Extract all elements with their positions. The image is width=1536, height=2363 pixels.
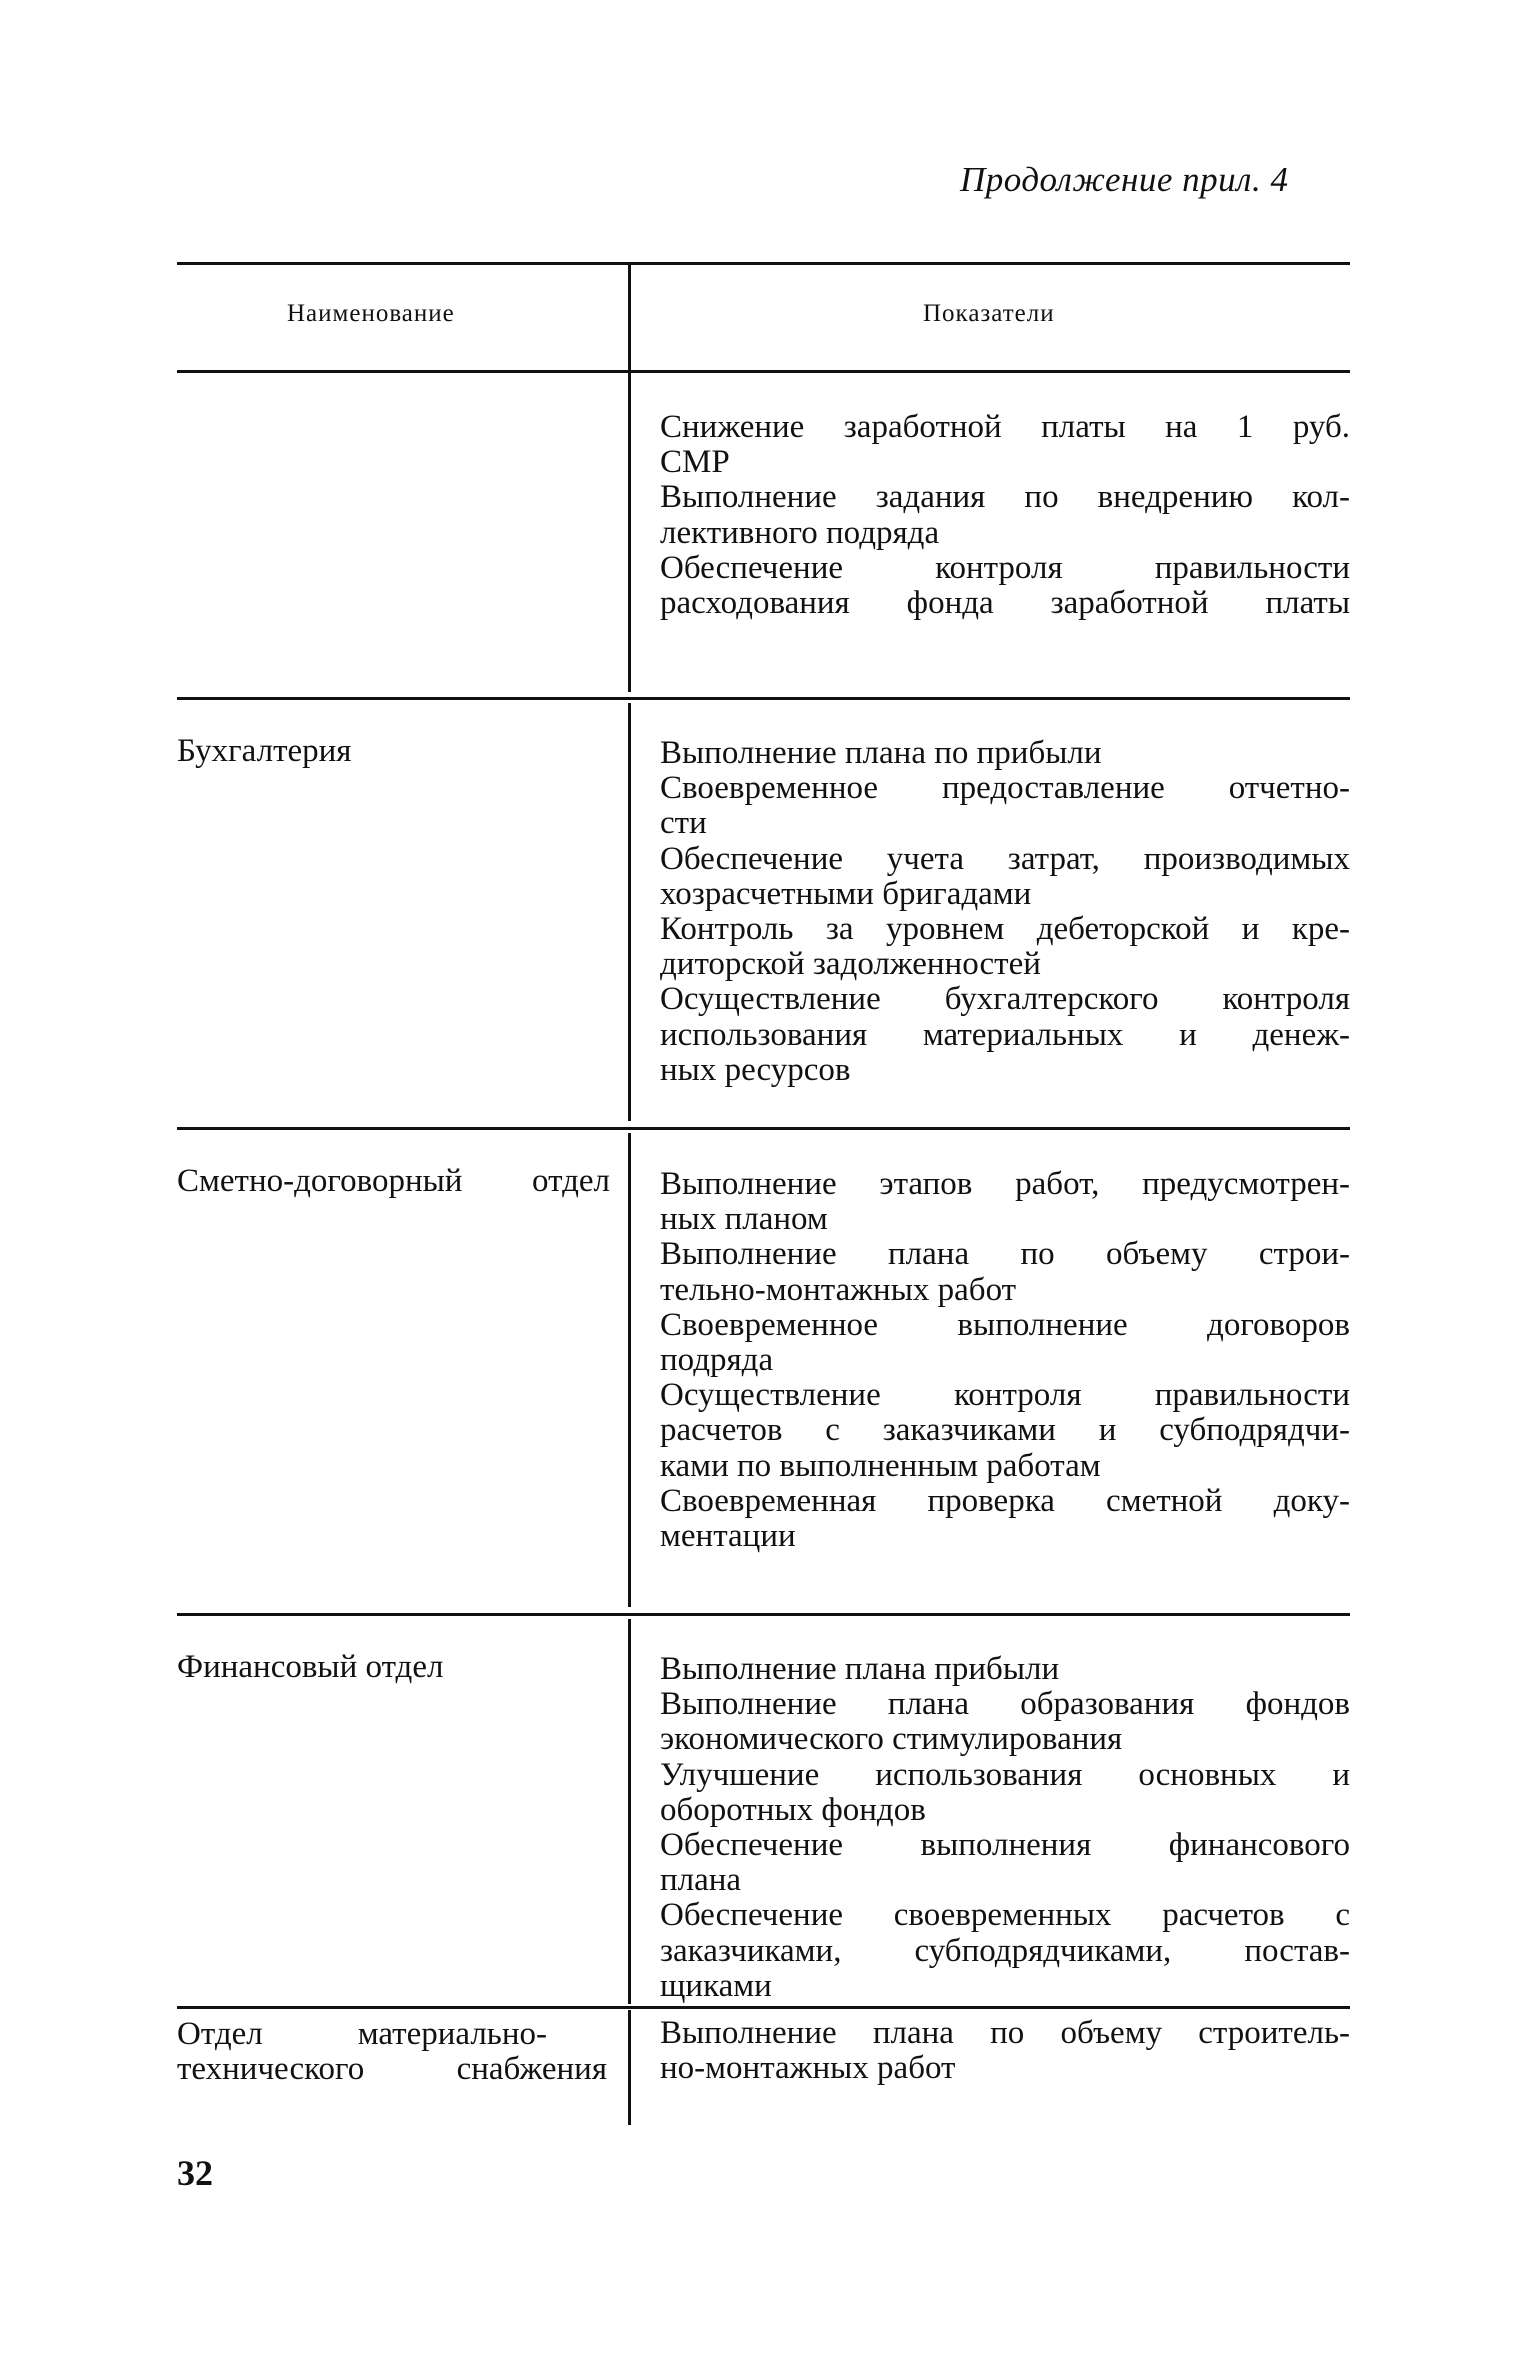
- indicators-cell: [660, 410, 1350, 621]
- indicator-line: СМР: [660, 444, 730, 481]
- department-name: Отдел материально-: [177, 2016, 547, 2052]
- indicator-line: Своевременное выполнение договоров: [660, 1306, 1350, 1343]
- indicator-line: Выполнение задания по внедрению кол-: [660, 479, 1350, 516]
- indicator-line: Выполнение плана по прибыли: [660, 735, 1102, 771]
- header-bottom-rule: [177, 370, 1350, 373]
- indicator-line: ных планом: [660, 1201, 828, 1238]
- indicator-line: Выполнение плана образования фондов: [660, 1686, 1350, 1723]
- indicator-line: но-монтажных работ: [660, 2050, 956, 2087]
- department-name-cell: [177, 2017, 607, 2087]
- row-separator: [177, 1127, 1350, 1130]
- indicator-line: Улучшение использования основных и: [660, 1756, 1350, 1793]
- indicators-cell: [660, 1652, 1350, 2004]
- indicator-line: Контроль за уровнем дебеторской и кре-: [660, 911, 1350, 948]
- column-divider: [628, 372, 631, 692]
- indicator-line: подряда: [660, 1342, 774, 1379]
- indicator-line: Выполнение этапов работ, предусмотрен-: [660, 1166, 1350, 1202]
- column-divider: [628, 703, 631, 1121]
- department-name-cell: [177, 1164, 610, 1199]
- indicator-line: диторской задолженностей: [660, 946, 1041, 983]
- indicator-line: расчетов с заказчиками и субподрядчи-: [660, 1412, 1350, 1449]
- page-number: 32: [177, 2153, 213, 2193]
- indicator-line: плана: [660, 1862, 742, 1899]
- indicator-line: ных ресурсов: [660, 1051, 851, 1088]
- column-divider: [628, 264, 631, 370]
- department-name: технического снабжения: [177, 2051, 607, 2088]
- column-header-indicators: Показатели: [923, 300, 1055, 327]
- indicator-line: Снижение заработной платы на 1 руб.: [660, 409, 1350, 445]
- indicator-line: использования материальных и денеж-: [660, 1016, 1350, 1053]
- indicator-line: хозрасчетными бригадами: [660, 875, 1032, 912]
- department-name: Бухгалтерия: [177, 733, 352, 769]
- indicator-line: щиками: [660, 1967, 772, 2004]
- indicator-line: лективного подряда: [660, 514, 940, 551]
- row-separator: [177, 1613, 1350, 1616]
- indicator-line: расходования фонда заработной платы: [660, 585, 1350, 622]
- indicators-cell: [660, 2016, 1350, 2086]
- indicator-line: Своевременное предоставление отчетно-: [660, 770, 1350, 807]
- department-name: Сметно-договорный отдел: [177, 1163, 610, 1199]
- indicators-cell: [660, 736, 1350, 1088]
- department-name-cell: [177, 734, 607, 769]
- indicator-line: экономического стимулирования: [660, 1721, 1123, 1758]
- indicator-line: Обеспечение своевременных расчетов с: [660, 1897, 1350, 1934]
- indicator-line: сти: [660, 805, 707, 842]
- row-separator: [177, 697, 1350, 700]
- indicators-cell: [660, 1167, 1350, 1554]
- department-name-cell: [177, 1650, 607, 1685]
- indicator-line: Обеспечение контроля правильности: [660, 549, 1350, 586]
- indicator-line: Обеспечение выполнения финансового: [660, 1827, 1350, 1864]
- department-name: Финансовый отдел: [177, 1649, 444, 1685]
- indicator-line: Выполнение плана прибыли: [660, 1651, 1060, 1687]
- indicator-line: Выполнение плана по объему строи-: [660, 1236, 1350, 1273]
- continuation-heading: Продолжение прил. 4: [960, 160, 1289, 199]
- indicator-line: Выполнение плана по объему строитель-: [660, 2015, 1350, 2051]
- indicator-line: Обеспечение учета затрат, производимых: [660, 840, 1350, 877]
- column-divider: [628, 1619, 631, 2004]
- table-top-rule: [177, 262, 1350, 265]
- indicator-line: тельно-монтажных работ: [660, 1271, 1017, 1308]
- indicator-line: оборотных фондов: [660, 1791, 926, 1828]
- column-divider: [628, 1133, 631, 1607]
- indicator-line: Своевременная проверка сметной доку-: [660, 1482, 1350, 1519]
- indicator-line: Осуществление бухгалтерского контроля: [660, 981, 1350, 1018]
- indicator-line: ментации: [660, 1518, 796, 1555]
- column-divider: [628, 2010, 631, 2125]
- indicator-line: заказчиками, субподрядчиками, постав-: [660, 1932, 1350, 1969]
- indicator-line: Осуществление контроля правильности: [660, 1377, 1350, 1414]
- row-separator: [177, 2006, 1350, 2009]
- indicator-line: ками по выполненным работам: [660, 1447, 1101, 1484]
- column-header-name: Наименование: [287, 300, 455, 327]
